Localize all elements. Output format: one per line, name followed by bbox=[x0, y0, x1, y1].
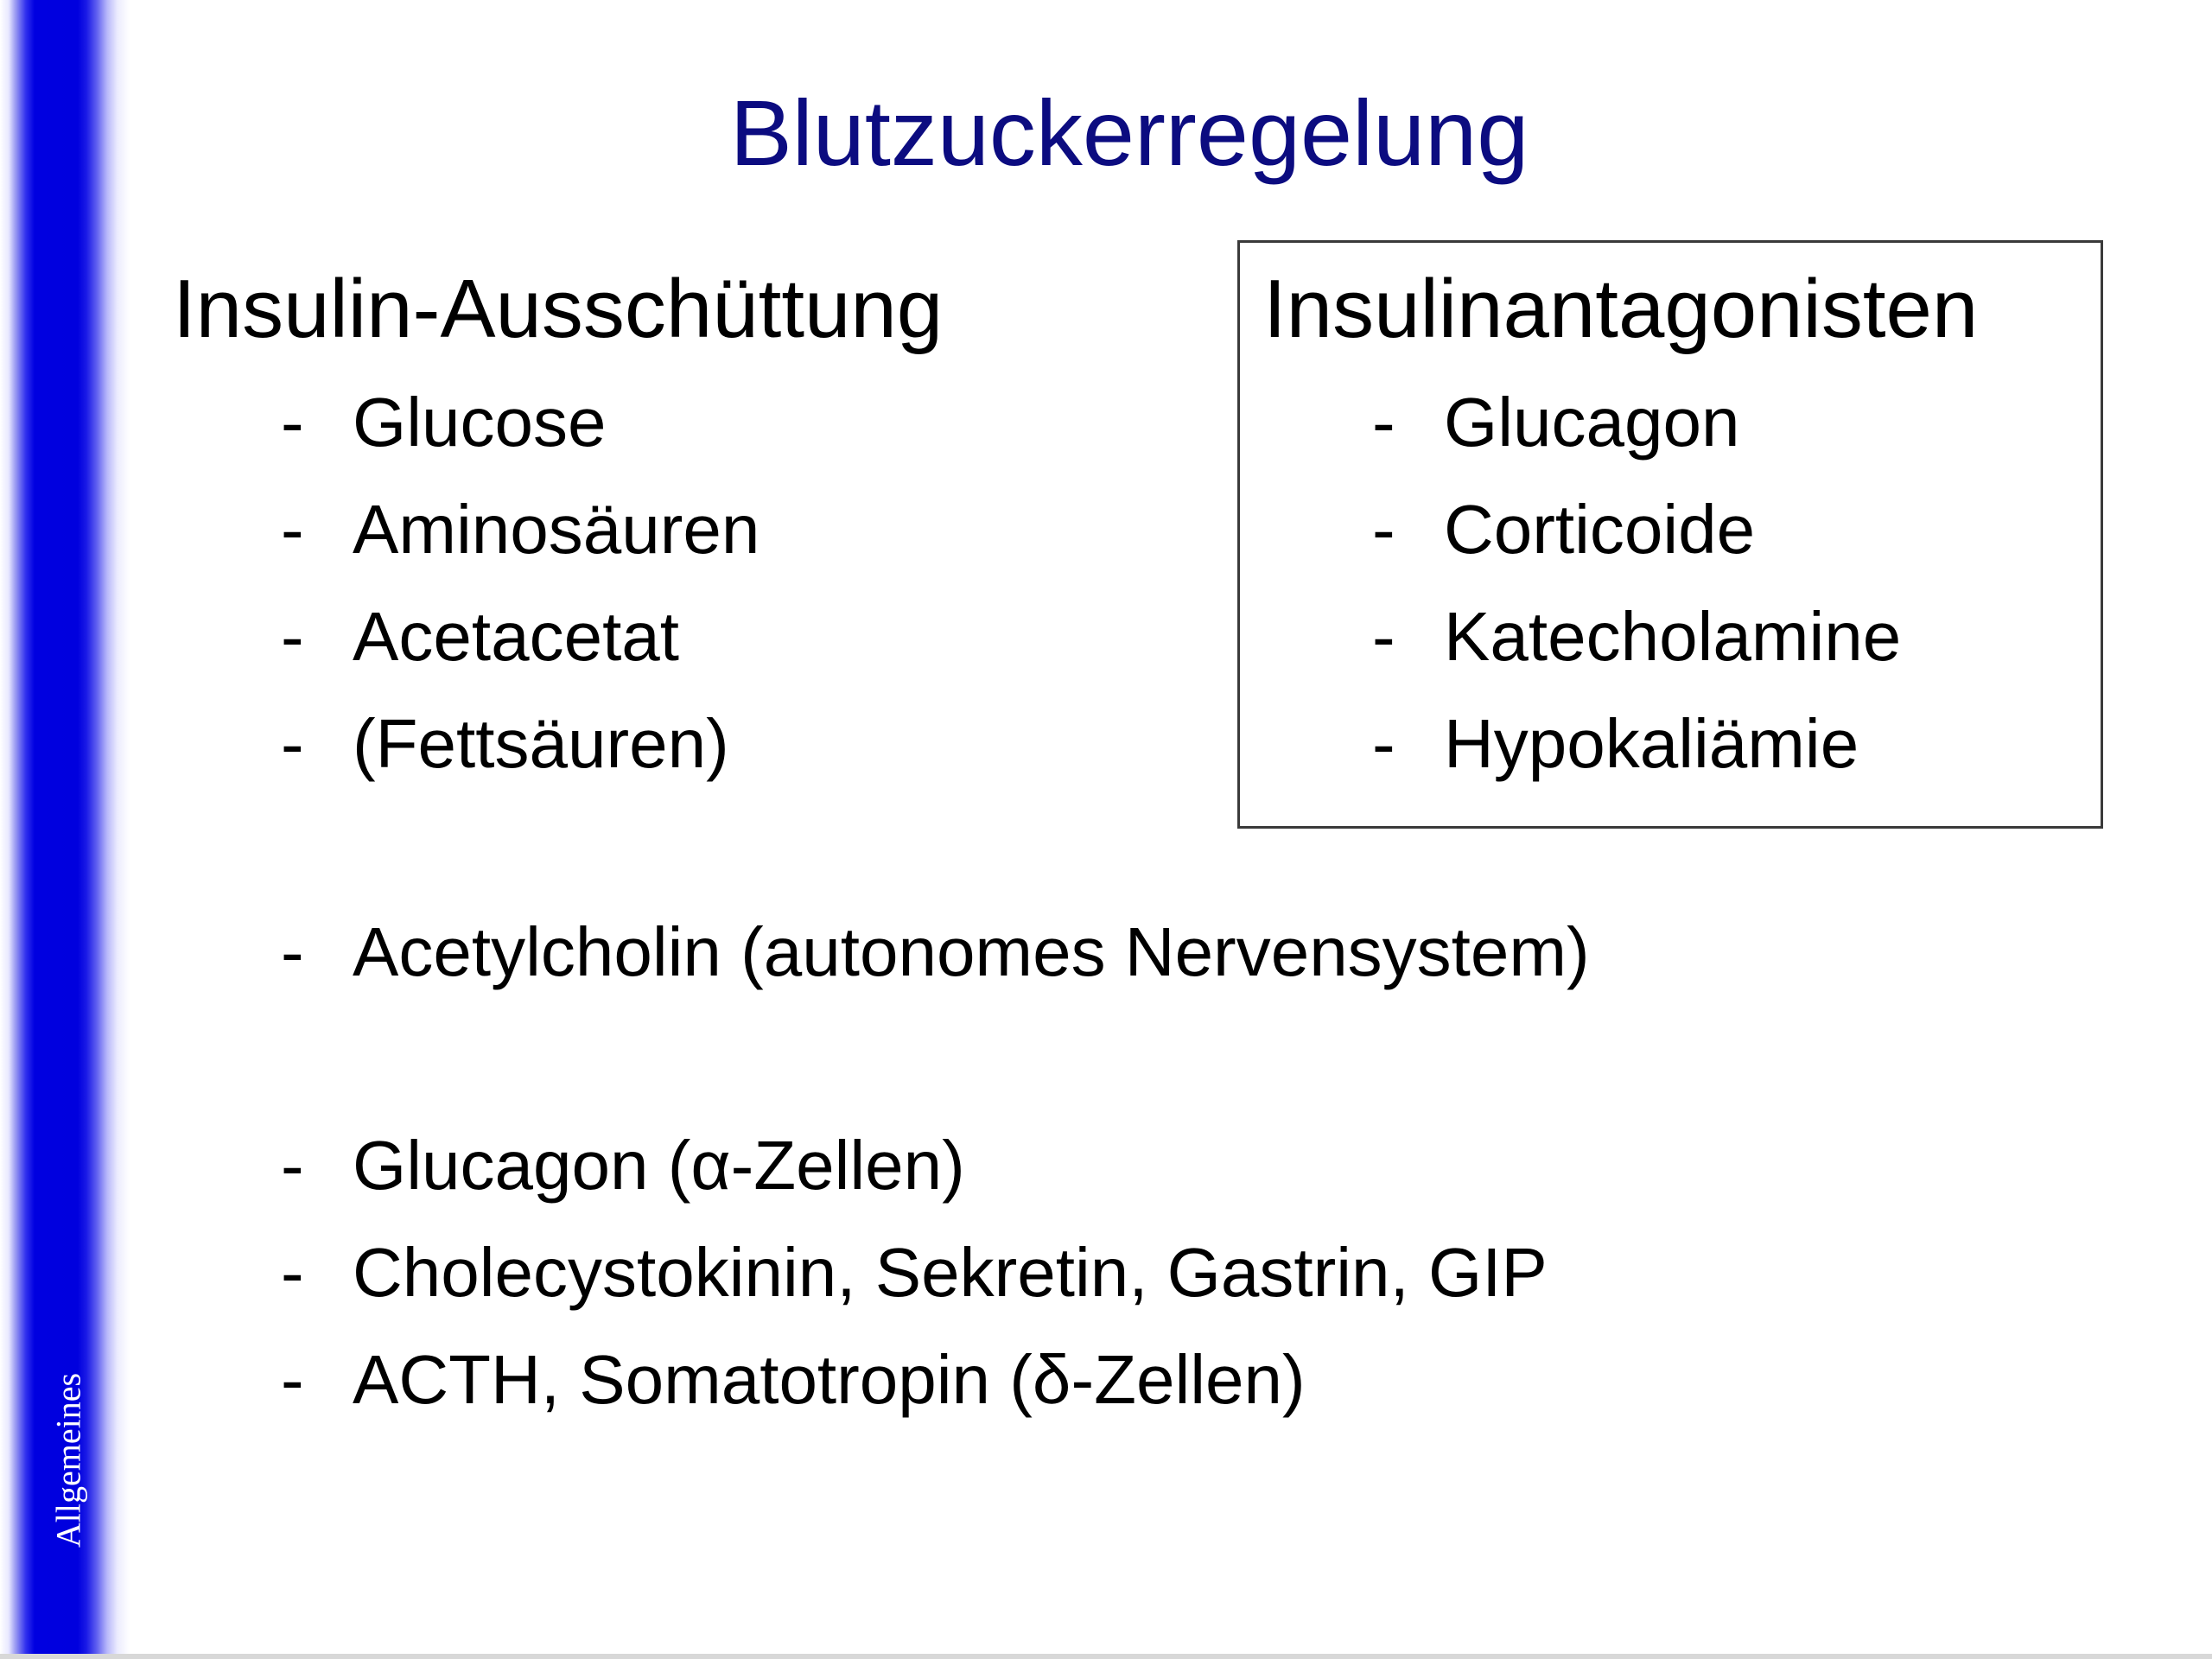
bullet-dash: - bbox=[281, 1127, 304, 1204]
insulin-release-list bbox=[281, 369, 1145, 798]
bullet-dash: - bbox=[1372, 705, 1395, 782]
list-item bbox=[1372, 583, 2063, 690]
bullet-dash: - bbox=[1372, 491, 1395, 568]
slide-title: Blutzuckerregelung bbox=[729, 80, 1529, 185]
insulin-antagonists-list bbox=[1372, 369, 2063, 798]
bullet-dash: - bbox=[281, 705, 304, 782]
bullet-dash: - bbox=[281, 913, 304, 990]
list-item-text: (Fettsäuren) bbox=[353, 705, 729, 782]
list-item-text: Hypokaliämie bbox=[1444, 705, 1859, 782]
list-item bbox=[281, 1326, 2009, 1433]
list-item bbox=[281, 899, 2009, 1006]
list-item bbox=[281, 1112, 2009, 1219]
insulin-release-heading: Insulin-Ausschüttung bbox=[173, 263, 944, 355]
list-item-text: Cholecystokinin, Sekretin, Gastrin, GIP bbox=[353, 1234, 1548, 1311]
bullet-dash: - bbox=[281, 598, 304, 675]
list-item bbox=[1372, 369, 2063, 476]
list-item-text: Glucose bbox=[353, 384, 607, 461]
list-item-text: Aminosäuren bbox=[353, 491, 760, 568]
list-item-text: Katecholamine bbox=[1444, 598, 1902, 675]
nerve-list bbox=[281, 899, 2009, 1006]
side-section-label: Allgemeines bbox=[48, 1372, 88, 1548]
list-item bbox=[281, 583, 1145, 690]
bullet-dash: - bbox=[281, 1234, 304, 1311]
list-item-text: Acetylcholin (autonomes Nervensystem) bbox=[353, 913, 1590, 990]
bottom-divider bbox=[0, 1654, 2212, 1659]
hormone-list bbox=[281, 1112, 2009, 1433]
bullet-dash: - bbox=[281, 1341, 304, 1418]
list-item-text: Acetacetat bbox=[353, 598, 680, 675]
bullet-dash: - bbox=[1372, 384, 1395, 461]
list-item bbox=[281, 476, 1145, 583]
list-item bbox=[281, 690, 1145, 798]
insulin-antagonists-heading: Insulinantagonisten bbox=[1263, 263, 1979, 355]
bullet-dash: - bbox=[281, 491, 304, 568]
list-item-text: Glucagon (α-Zellen) bbox=[353, 1127, 965, 1204]
bullet-dash: - bbox=[1372, 598, 1395, 675]
list-item bbox=[1372, 476, 2063, 583]
list-item-text: ACTH, Somatotropin (δ-Zellen) bbox=[353, 1341, 1306, 1418]
list-item-text: Glucagon bbox=[1444, 384, 1740, 461]
list-item bbox=[281, 369, 1145, 476]
list-item bbox=[281, 1219, 2009, 1326]
list-item bbox=[1372, 690, 2063, 798]
list-item-text: Corticoide bbox=[1444, 491, 1756, 568]
bullet-dash: - bbox=[281, 384, 304, 461]
